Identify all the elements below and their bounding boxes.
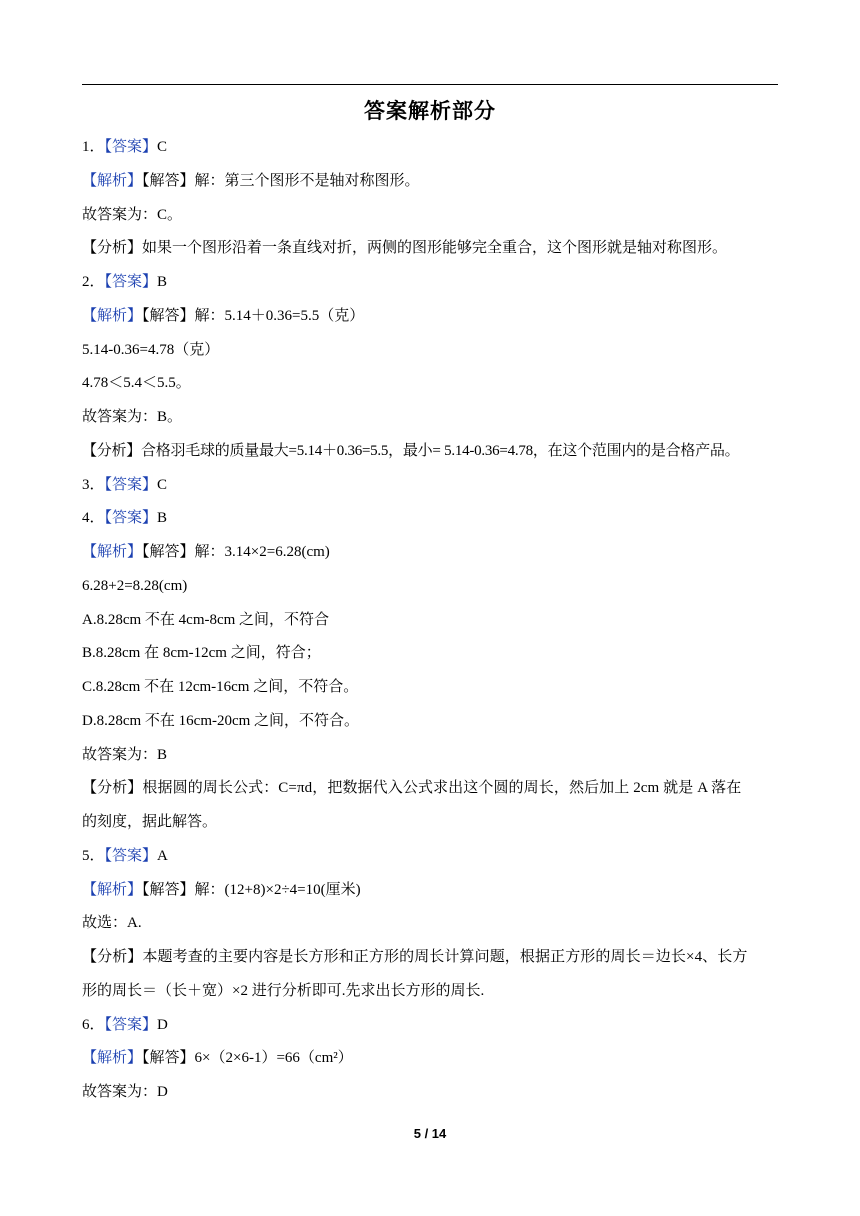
q4-analysis-text: 根据圆的周长公式：C=πd，把数据代入公式求出这个圆的周长，然后加上 2cm 就是 A 落在 [142, 780, 742, 797]
q6-answer: D [157, 1016, 168, 1033]
q4-option-d: D.8.28cm 不在 16cm-20cm 之间，不符合。 [82, 712, 360, 729]
q4-analysis-continued: 的刻度，据此解答。 [82, 814, 218, 830]
fenxi-tag: 【分析】 [82, 442, 142, 459]
answer-tag: 【答案】 [104, 274, 158, 290]
header-rule [82, 84, 778, 85]
jiexi-tag: 【解析】 [82, 172, 143, 189]
jieda-tag: 【解答】 [142, 307, 195, 324]
q2-step-2: 5.14-0.36=4.78（克） [82, 341, 220, 358]
q1-answer: C [157, 139, 168, 155]
answer-tag: 【答案】 [104, 847, 158, 864]
q4-analysis-line [82, 777, 782, 799]
q2-answer-line [82, 271, 782, 293]
jieda-tag: 【解答】 [142, 1050, 195, 1067]
q2-step-3: 4.78＜5.4＜5.5。 [82, 375, 191, 392]
q3-number: 3． [82, 476, 105, 493]
q4-option-c: C.8.28cm 不在 12cm-16cm 之间，不符合。 [82, 679, 359, 695]
q2-conclusion: 故答案为：B。 [82, 409, 183, 425]
q2-analysis-text: 合格羽毛球的质量最大=5.14＋0.36=5.5，最小= 5.14-0.36=4.78，在这个范围内的是合格产品。 [141, 442, 740, 459]
fenxi-tag: 【分析】 [82, 780, 143, 797]
q3-answer: C [157, 476, 168, 493]
q6-conclusion: 故答案为：D [82, 1084, 168, 1100]
fenxi-tag: 【分析】 [82, 240, 143, 257]
q3-answer-line [82, 474, 782, 496]
q4-answer-line [82, 507, 782, 529]
page-title: 答案解析部分 [364, 99, 496, 123]
q5-answer-line [82, 845, 782, 867]
q4-answer: B [157, 510, 168, 527]
q2-solution-text: 解：5.14＋0.36=5.5（克） [194, 307, 365, 324]
jiexi-tag: 【解析】 [82, 1050, 143, 1067]
q5-analysis-line [82, 946, 782, 968]
q6-number: 6． [82, 1016, 105, 1033]
q2-number: 2． [82, 274, 105, 290]
q5-solution-line [82, 879, 782, 901]
q1-analysis-line [82, 237, 782, 259]
answer-body [82, 136, 782, 1115]
q4-step-2: 6.28+2=8.28(cm) [82, 577, 188, 594]
q5-analysis-continued: 形的周长＝（长＋宽）×2 进行分析即可.先求出长方形的周长. [82, 982, 485, 999]
jiexi-tag: 【解析】 [82, 544, 143, 560]
answer-tag: 【答案】 [104, 476, 158, 493]
q1-conclusion: 故答案为：C。 [82, 206, 183, 223]
jiexi-tag: 【解析】 [82, 881, 143, 898]
q6-solution-text: 6×（2×6-1）=66（cm²） [194, 1050, 353, 1067]
jiexi-tag: 【解析】 [82, 307, 143, 324]
q1-answer-line [82, 136, 782, 158]
q2-solution-line [82, 305, 782, 327]
q4-solution-text: 解：3.14×2=6.28(cm) [194, 544, 330, 560]
fenxi-tag: 【分析】 [82, 949, 143, 965]
q5-solution-text: 解：(12+8)×2÷4=10(厘米) [194, 881, 361, 898]
q5-answer: A [157, 847, 168, 864]
q5-conclusion: 故选：A. [82, 915, 142, 932]
q5-number: 5． [82, 847, 105, 864]
q1-solution-text: 解：第三个图形不是轴对称图形。 [194, 172, 420, 189]
answer-tag: 【答案】 [104, 139, 158, 155]
jieda-tag: 【解答】 [142, 544, 195, 560]
q4-solution-line [82, 541, 782, 563]
q4-number: 4． [82, 510, 105, 527]
q1-solution-line [82, 170, 782, 192]
q6-solution-line [82, 1047, 782, 1069]
q2-analysis-line [82, 440, 782, 462]
q1-analysis-text: 如果一个图形沿着一条直线对折，两侧的图形能够完全重合，这个图形就是轴对称图形。 [142, 240, 728, 257]
answer-tag: 【答案】 [104, 1016, 158, 1033]
q6-answer-line [82, 1014, 782, 1036]
q4-option-b: B.8.28cm 在 8cm-12cm 之间，符合； [82, 645, 321, 662]
page-number: 5 / 14 [413, 1126, 447, 1141]
q4-option-a: A.8.28cm 不在 4cm-8cm 之间，不符合 [82, 611, 330, 628]
q4-conclusion: 故答案为：B [82, 746, 168, 763]
q1-number: 1． [82, 139, 105, 155]
jieda-tag: 【解答】 [142, 172, 195, 189]
q5-analysis-text: 本题考查的主要内容是长方形和正方形的周长计算问题，根据正方形的周长＝边长×4、长方 [142, 949, 748, 965]
jieda-tag: 【解答】 [142, 881, 195, 898]
q2-answer: B [157, 274, 168, 290]
answer-tag: 【答案】 [104, 510, 158, 527]
